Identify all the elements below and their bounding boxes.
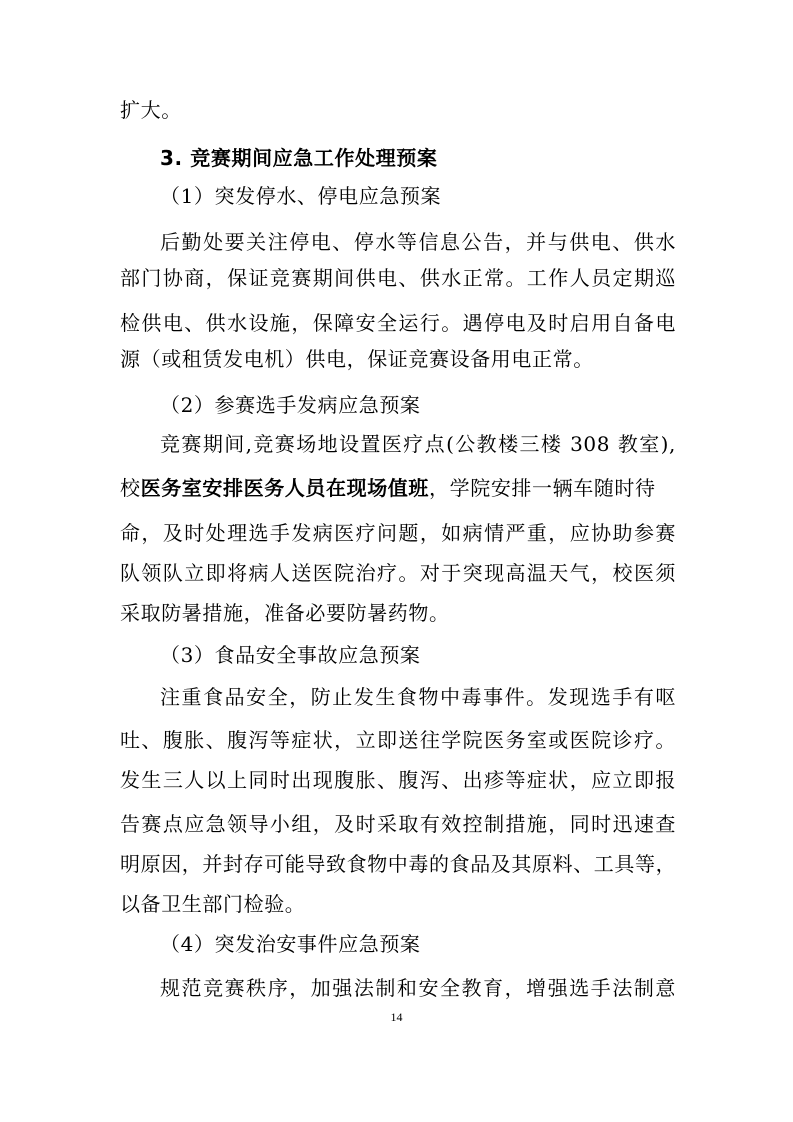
paragraph-line: 扩大。: [120, 98, 182, 122]
paragraph-line: 队领队立即将病人送医院治疗。对于突现高温天气，校医须: [120, 561, 676, 585]
bold-text-run: 医务室安排医务人员在现场值班: [140, 476, 430, 500]
paragraph-line: 明原因，并封存可能导致食物中毒的食品及其原料、工具等，: [120, 852, 677, 876]
paragraph-line-mixed: [120, 475, 676, 501]
paragraph-line: 部门协商，保证竞赛期间供电、供水正常。工作人员定期巡: [120, 266, 676, 290]
subsection-title: （4）突发治安事件应急预案: [160, 932, 421, 956]
paragraph-line: 竞赛期间,竞赛场地设置医疗点(公教楼三楼 308 教室),: [160, 432, 676, 456]
paragraph-line: 规范竞赛秩序，加强法制和安全教育，增强选手法制意: [160, 976, 676, 1000]
paragraph-line: 检供电、供水设施，保障安全运行。遇停电及时启用自备电: [120, 311, 676, 335]
subsection-title: （2）参赛选手发病应急预案: [160, 393, 421, 417]
paragraph-line: 注重食品安全，防止发生食物中毒事件。发现选手有呕: [160, 685, 676, 709]
section-heading: 3. 竞赛期间应急工作处理预案: [160, 146, 438, 170]
subsection-title: （3）食品安全事故应急预案: [160, 643, 421, 667]
page-number: 14: [390, 1010, 403, 1024]
paragraph-line: 发生三人以上同时出现腹胀、腹泻、出疹等症状，应立即报: [120, 768, 676, 792]
text-run: ，学院安排一辆车随时待: [429, 476, 656, 500]
paragraph-line: 告赛点应急领导小组，及时采取有效控制措施，同时迅速查: [120, 812, 676, 836]
paragraph-line: 以备卫生部门检验。: [120, 892, 306, 916]
paragraph-line: 吐、腹胀、腹泻等症状，立即送往学院医务室或医院诊疗。: [120, 728, 676, 752]
paragraph-line: 源（或租赁发电机）供电，保证竞赛设备用电正常。: [120, 347, 594, 371]
text-run: 校: [120, 476, 141, 500]
subsection-title: （1）突发停水、停电应急预案: [160, 184, 442, 208]
paragraph-line: 命，及时处理选手发病医疗问题，如病情严重，应协助参赛: [120, 521, 676, 545]
paragraph-line: 采取防暑措施，准备必要防暑药物。: [120, 601, 450, 625]
paragraph-line: 后勤处要关注停电、停水等信息公告，并与供电、供水: [160, 230, 676, 254]
